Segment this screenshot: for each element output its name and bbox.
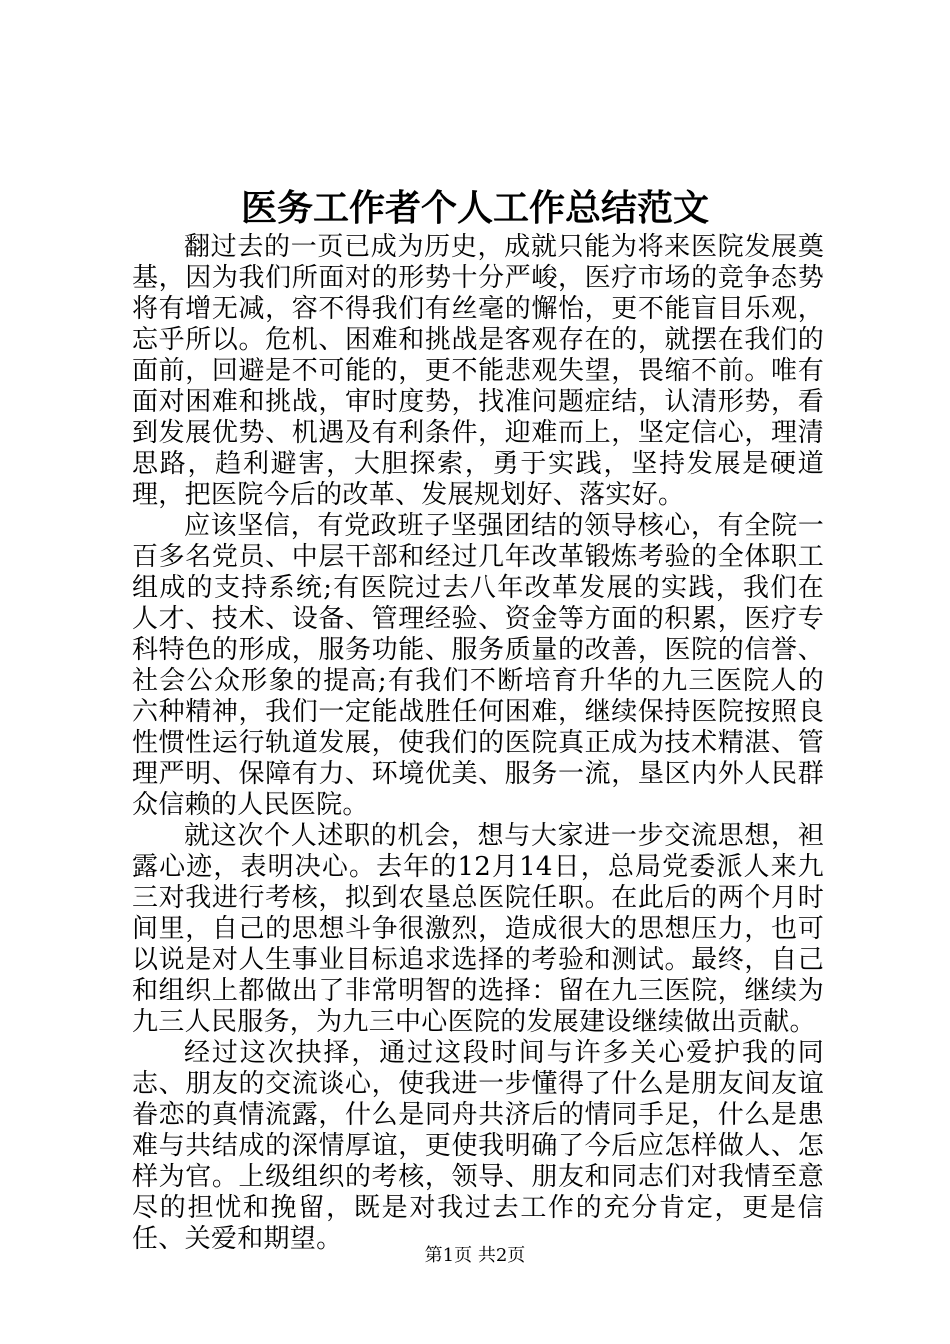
- document-body: [132, 232, 824, 1255]
- paragraph-3: 就这次个人述职的机会，想与大家进一步交流思想，袒露心迹，表明决心。去年的12月14日，总局党委派人来九三对我进行考核，拟到农垦总医院任职。在此后的两个月时间里，自己的思想斗争很激烈，造成很大的思想压力，也可以说是对人生事业目标追求选择的考验和测试。最终，自己和组织上都做出了非常明智的选择：留在九三医院，继续为九三人民服务，为九三中心医院的发展建设继续做出贡献。: [132, 821, 824, 1037]
- paragraph-1: 翻过去的一页已成为历史，成就只能为将来医院发展奠基，因为我们所面对的形势十分严峻，医疗市场的竞争态势将有增无减，容不得我们有丝毫的懈怡，更不能盲目乐观，忘乎所以。危机、困难和挑战是客观存在的，就摆在我们的面前，回避是不可能的，更不能悲观失望，畏缩不前。唯有面对困难和挑战，审时度势，找准问题症结，认清形势，看到发展优势、机遇及有利条件，迎难而上，坚定信心，理清思路，趋利避害，大胆探索，勇于实践，坚持发展是硬道理，把医院今后的改革、发展规划好、落实好。: [132, 232, 824, 510]
- document-title: 医务工作者个人工作总结范文: [240, 187, 709, 229]
- page-number-footer: 第1页 共2页: [424, 1245, 526, 1266]
- paragraph-4: 经过这次抉择，通过这段时间与许多关心爱护我的同志、朋友的交流谈心，使我进一步懂得了什么是朋友间友谊眷恋的真情流露，什么是同舟共济后的情同手足，什么是患难与共结成的深情厚谊，更使我明确了今后应怎样做人、怎样为官。上级组织的考核，领导、朋友和同志们对我情至意尽的担忧和挽留，既是对我过去工作的充分肯定，更是信任、关爱和期望。: [132, 1038, 824, 1254]
- paragraph-2: 应该坚信，有党政班子坚强团结的领导核心，有全院一百多名党员、中层干部和经过几年改革锻炼考验的全体职工组成的支持系统;有医院过去八年改革发展的实践，我们在人才、技术、设备、管理经验、资金等方面的积累，医疗专科特色的形成，服务功能、服务质量的改善，医院的信誉、社会公众形象的提高;有我们不断培育升华的九三医院人的六种精神，我们一定能战胜任何困难，继续保持医院按照良性惯性运行轨道发展，使我们的医院真正成为技术精湛、管理严明、保障有力、环境优美、服务一流，垦区内外人民群众信赖的人民医院。: [132, 511, 824, 820]
